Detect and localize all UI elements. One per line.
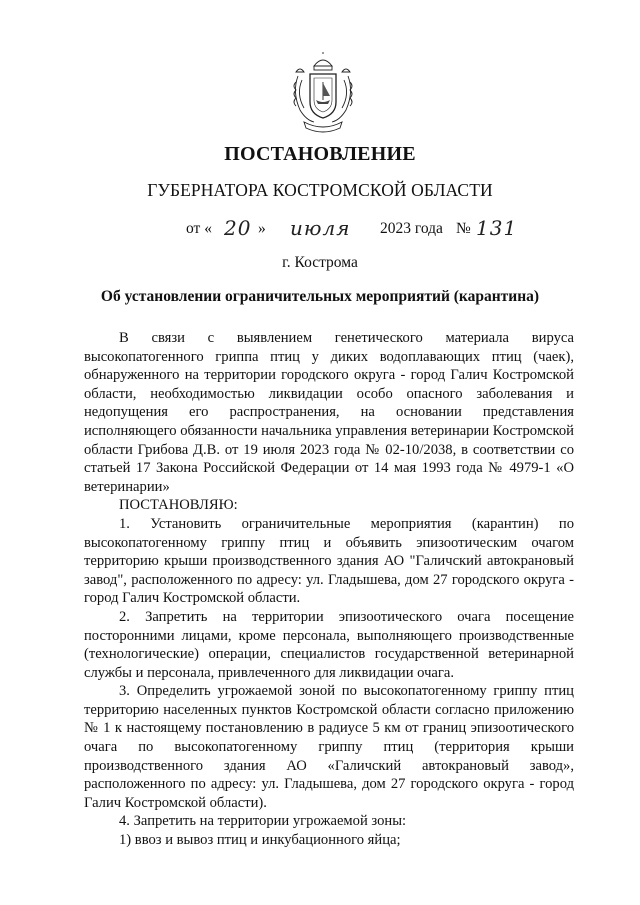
document-title: ПОСТАНОВЛЕНИЕ — [224, 143, 416, 165]
document-subject: Об установлении ограничительных мероприятий (карантина) — [100, 288, 540, 305]
item-4-paragraph: 4. Запретить на территории угрожаемой зоны: — [119, 813, 407, 830]
date-close-quote: » — [258, 220, 266, 237]
city-line: г. Кострома — [282, 254, 358, 271]
item-3-paragraph: 3. Определить угрожаемой зоной по высокопатогенному гриппу птиц территорию населенных пунктов Костромской области согласно приложению № 1 к настоящему постановлению в радиусе 5 км от границ эпизоотического очага по высокопатогенному гриппу птиц (территория крыши производственного здания АО «Галичский автокрановый завод», расположенного по адресу: ул. Гладышева, дом 27 городского округа - город Галич Костромской области). — [84, 683, 574, 811]
date-month-handwritten: июля — [290, 216, 351, 240]
document-number-handwritten: 131 — [476, 216, 518, 240]
preamble-paragraph: В связи с выявлением генетического материала вируса высокопатогенного гриппа птиц у диких водоплавающих птиц (чаек), обнаруженного на территории городского округа - город Галич Костромской области, необходимостью ликвидации особо опасного заболевания и недопущения его распространения, на основании представления исполняющего обязанности начальника управления ветеринарии Костромской области Грибова Д.В. от 19 июля 2023 года № 02-10/2038, в соответствии со статьей 17 Закона Российской Федерации от 14 мая 1993 года № 4979-1 «О ветеринарии» — [84, 330, 574, 495]
date-from-label: от « — [186, 220, 212, 237]
item-1-paragraph: 1. Установить ограничительные мероприятия (карантин) по высокопатогенному гриппу птиц и объявить эпизоотическим очагом территорию крыши производственного здания АО "Галичский автокрановый завод", расположенного по адресу: ул. Гладышева, дом 27 городского округа - город Галич Костромской области. — [84, 515, 574, 607]
date-day-handwritten: 20 — [224, 216, 252, 240]
item-2-paragraph: 2. Запретить на территории эпизоотического очага посещение посторонними лицами, кроме персонала, выполняющего производственные (технологические) операции, специалистов государственной ветеринарной службы и персонала, привлеченного для ликвидации очага. — [84, 608, 574, 681]
date-number-line — [186, 216, 516, 242]
date-year: 2023 года — [380, 220, 443, 237]
item-4-1-paragraph: 1) ввоз и вывоз птиц и инкубационного яйца; — [119, 832, 401, 849]
coat-of-arms-emblem — [290, 52, 356, 142]
number-label: № — [456, 220, 471, 237]
document-body — [84, 329, 574, 850]
document-issuer: ГУБЕРНАТОРА КОСТРОМСКОЙ ОБЛАСТИ — [147, 180, 493, 200]
decree-word: ПОСТАНОВЛЯЮ: — [119, 497, 238, 514]
